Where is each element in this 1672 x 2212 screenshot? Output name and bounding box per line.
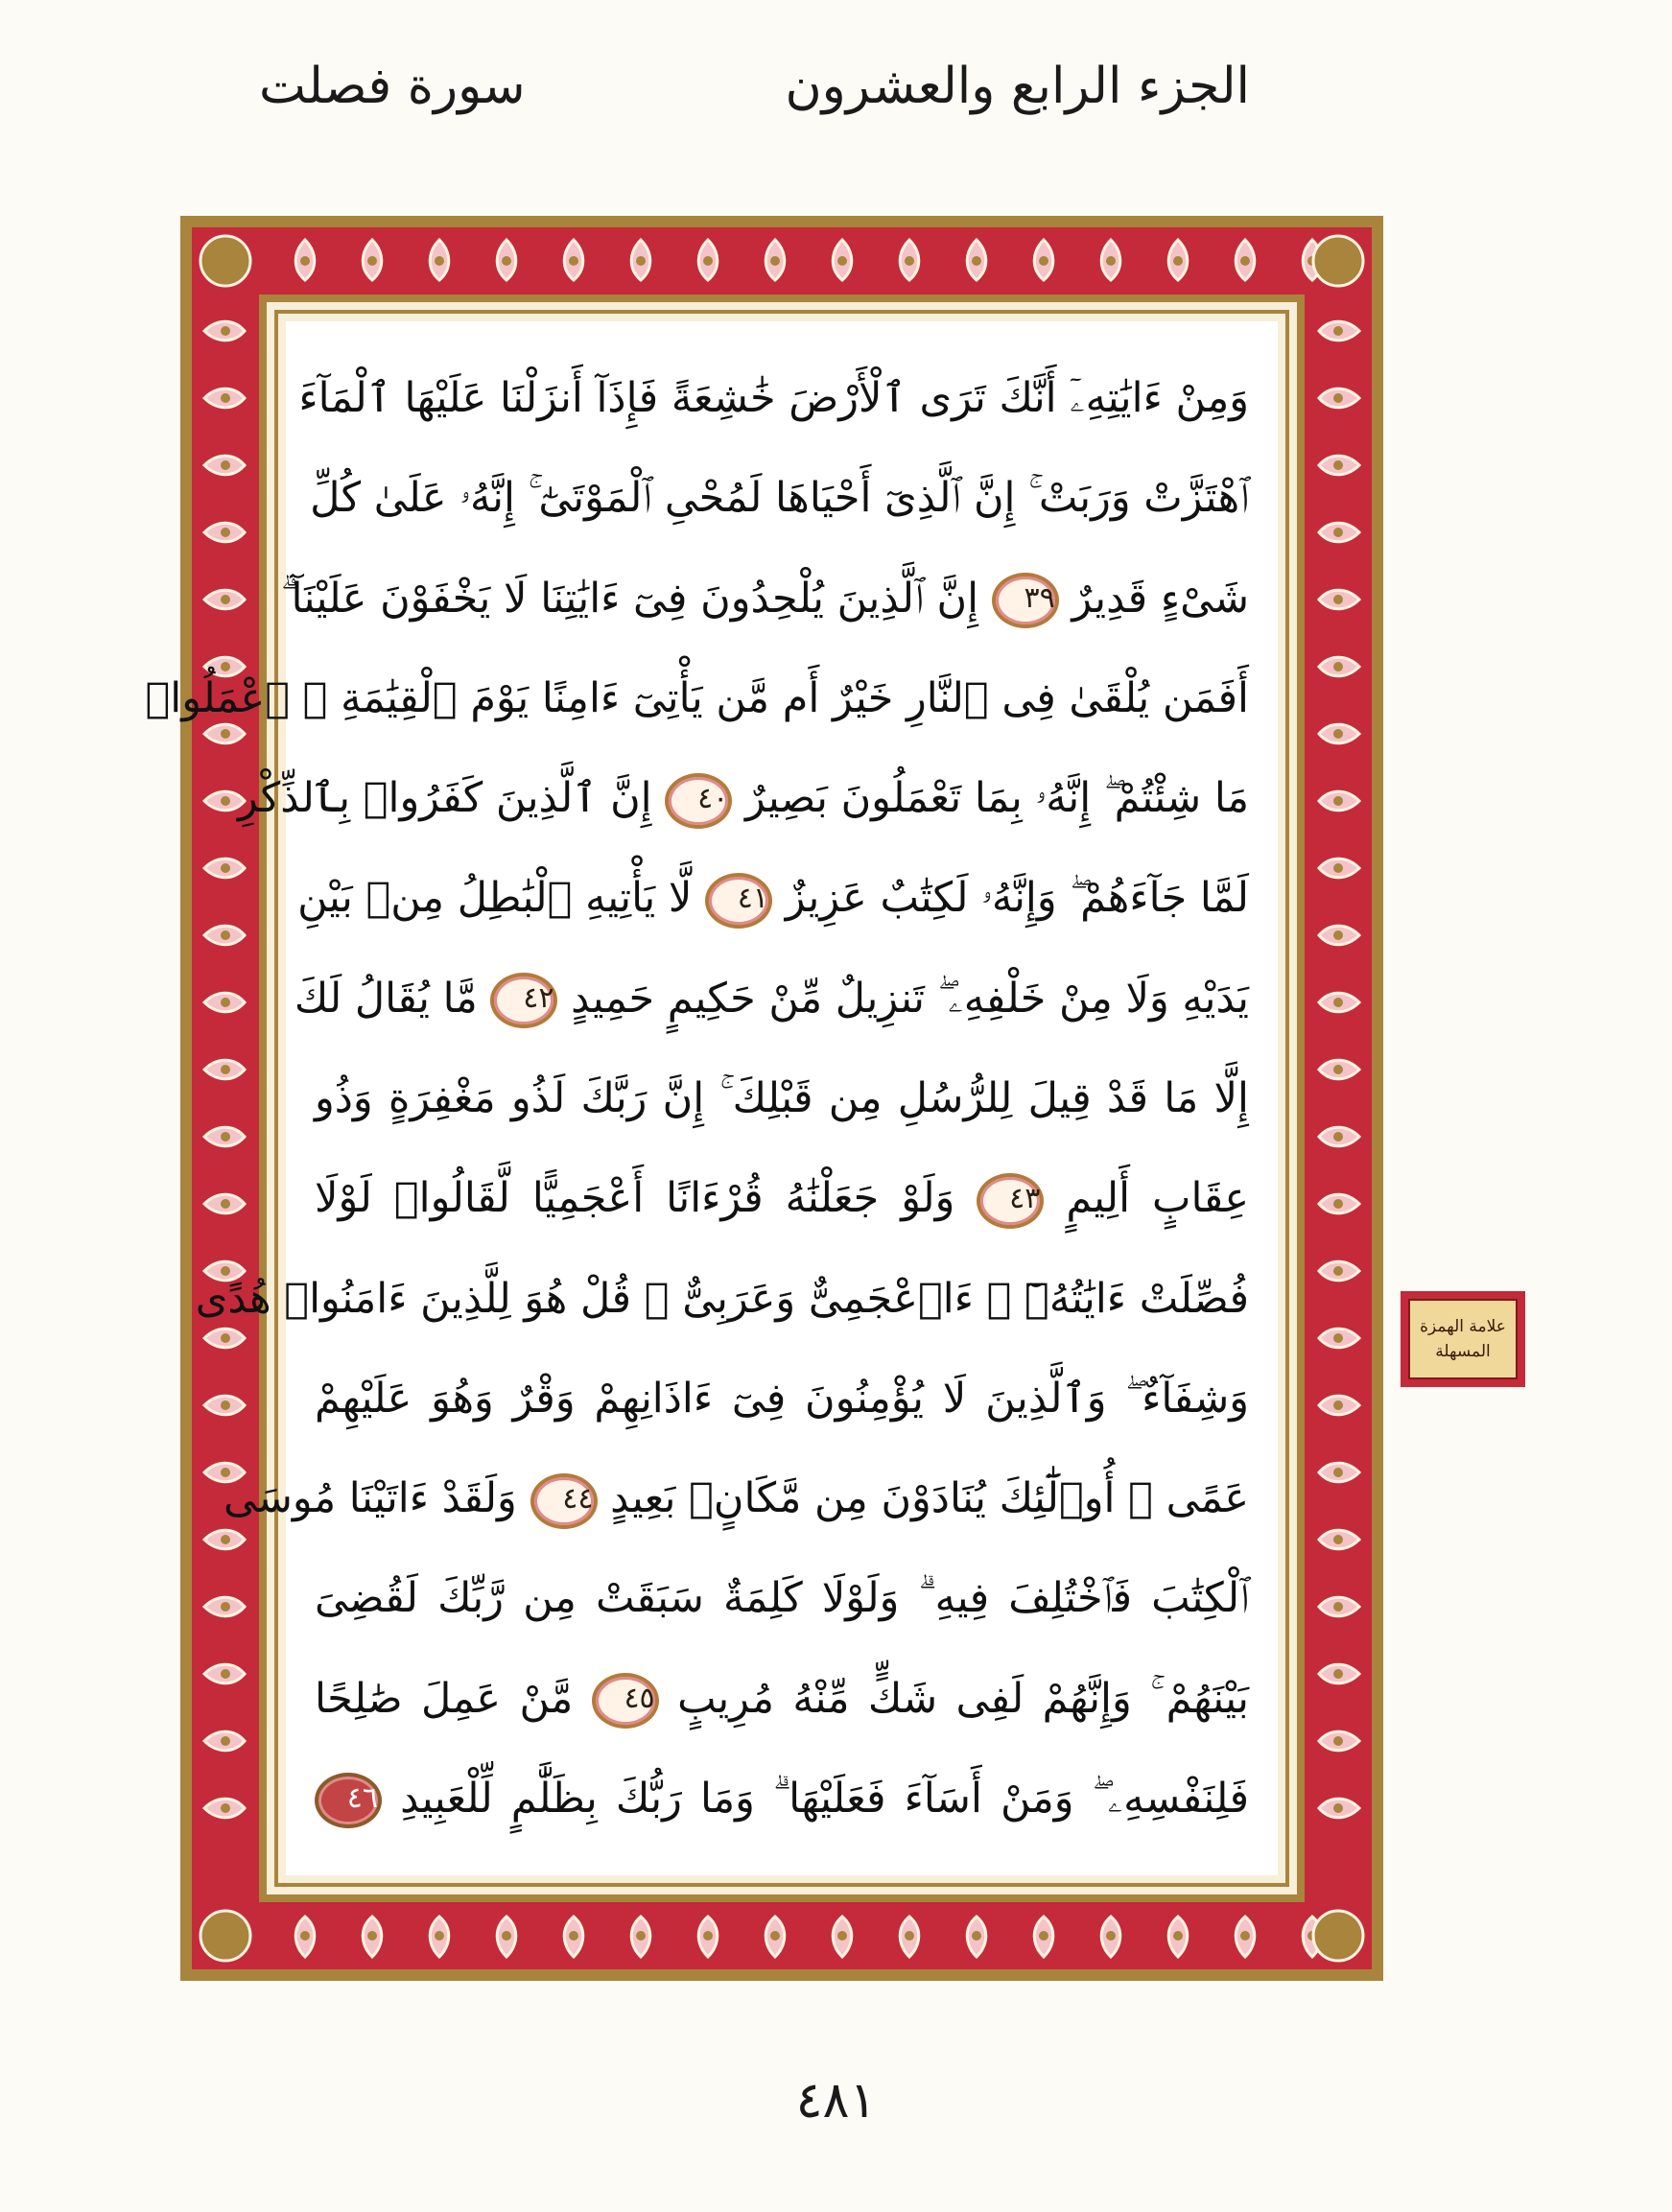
verse-line [315, 1550, 1249, 1646]
verse-text: مَّا يُقَالُ لَكَ [294, 974, 478, 1023]
border-lotus-motif [698, 240, 718, 280]
side-note-label [1408, 1299, 1518, 1379]
side-note-box [1401, 1291, 1525, 1387]
verse-line [315, 1751, 1249, 1847]
border-lotus-motif [765, 1917, 785, 1957]
juz-title: الجزء الرابع والعشرون [785, 58, 1250, 115]
verse-text: إِلَّا مَا قَدْ قِيلَ لِلرُّسُلِ مِن قَبْلِكَ ۚ إِنَّ رَبَّكَ لَذُو مَغْفِرَةٍ وَذُو [315, 1073, 1249, 1122]
verse-line [294, 951, 1249, 1047]
border-lotus-motif [204, 1731, 245, 1751]
verse-line [280, 551, 1249, 647]
border-lotus-motif [900, 1917, 919, 1957]
border-lotus-motif [1168, 1917, 1188, 1957]
border-lotus-motif [204, 1127, 245, 1146]
border-lotus-motif [1034, 240, 1053, 280]
border-lotus-motif [204, 523, 245, 542]
ayah-number-marker: ٤١ [705, 873, 772, 929]
border-lotus-motif [204, 456, 245, 475]
border-lotus-motif [1319, 1060, 1359, 1079]
border-lotus-motif [295, 1917, 315, 1957]
border-lotus-motif [430, 1917, 449, 1957]
page-number: ٤٨١ [795, 2072, 877, 2130]
border-lotus-motif [363, 240, 382, 280]
border-lotus-motif [900, 240, 919, 280]
corner-rosette [1313, 1911, 1363, 1961]
border-lotus-motif [1319, 1194, 1359, 1213]
border-lotus-motif [1319, 791, 1359, 811]
border-lotus-motif [1319, 724, 1359, 743]
border-lotus-motif [204, 1597, 245, 1616]
border-lotus-motif [295, 240, 315, 280]
border-lotus-motif [631, 1917, 650, 1957]
border-lotus-motif [204, 859, 245, 878]
ayah-number-marker: ٤٤ [530, 1473, 598, 1529]
border-lotus-motif [1319, 523, 1359, 542]
border-lotus-motif [1319, 1597, 1359, 1616]
verse-line [315, 1651, 1249, 1747]
border-lotus-motif [1319, 388, 1359, 408]
border-lotus-motif [631, 240, 650, 280]
border-lotus-motif [967, 1917, 986, 1957]
verse-line [238, 750, 1249, 846]
border-lotus-motif [833, 240, 852, 280]
side-note-line-2: المسهلة [1435, 1342, 1491, 1361]
verse-text: يَدَيْهِ وَلَا مِنْ خَلْفِهِۦ ۖ تَنزِيلٌ مِّنْ حَكِيمٍ حَمِيدٍ [571, 974, 1249, 1023]
corner-rosette [200, 236, 250, 286]
ornamental-frame [145, 206, 1393, 1990]
verse-line [223, 1450, 1249, 1546]
surah-title: سورة فصلت [259, 58, 526, 115]
border-lotus-motif [698, 1917, 718, 1957]
border-lotus-motif [1101, 1917, 1120, 1957]
verse-line [297, 850, 1249, 946]
border-lotus-motif [1319, 321, 1359, 341]
corner-rosette [200, 1911, 250, 1961]
border-lotus-motif [1319, 456, 1359, 475]
verse-text: ٱهْتَزَّتْ وَرَبَتْ ۚ إِنَّ ٱلَّذِىٓ أَحْيَاهَا لَمُحْىِ ٱلْمَوْتَىٰٓ ۚ إِنَّهُۥ عَلَىٰ كُلِّ [310, 474, 1249, 523]
verse-text: عِقَابٍ أَلِيمٍ [1066, 1174, 1250, 1223]
border-lotus-motif [1319, 590, 1359, 609]
border-lotus-motif [564, 1917, 583, 1957]
border-lotus-motif [1319, 1731, 1359, 1751]
ayah-number-marker: ٤٠ [665, 773, 732, 829]
border-lotus-motif [1319, 1127, 1359, 1146]
verse-line [315, 1050, 1249, 1146]
verse-text: فَلِنَفْسِهِۦ ۖ وَمَنْ أَسَآءَ فَعَلَيْهَا ۗ وَمَا رَبُّكَ بِظَلَّٰمٍ لِّلْعَبِيدِ [400, 1774, 1249, 1823]
corner-rosette [1313, 236, 1363, 286]
border-lotus-motif [967, 240, 986, 280]
verse-text: وَلَقَدْ ءَاتَيْنَا مُوسَى [223, 1474, 517, 1523]
border-lotus-motif [1319, 1530, 1359, 1549]
border-lotus-motif [204, 388, 245, 408]
border-lotus-motif [204, 1396, 245, 1415]
verse-line [298, 350, 1249, 446]
border-lotus-motif [1319, 1396, 1359, 1415]
border-lotus-motif [204, 321, 245, 341]
border-lotus-motif [1319, 993, 1359, 1012]
verse-text: وَمِنْ ءَايَٰتِهِۦٓ أَنَّكَ تَرَى ٱلْأَرْضَ خَٰشِعَةً فَإِذَآ أَنزَلْنَا عَلَيْهَا ٱلْمَآءَ [298, 374, 1249, 422]
verse-text: مَّنْ عَمِلَ صَٰلِحًا [315, 1674, 574, 1723]
border-lotus-motif [1236, 1917, 1255, 1957]
border-lotus-motif [1236, 240, 1255, 280]
border-lotus-motif [204, 926, 245, 945]
text-panel [145, 321, 1278, 1875]
border-lotus-motif [363, 1917, 382, 1957]
ayah-number-marker: ٣٩ [992, 573, 1059, 628]
verse-line [310, 450, 1249, 546]
border-lotus-motif [1319, 926, 1359, 945]
border-lotus-motif [204, 1799, 245, 1818]
border-lotus-motif [1319, 1664, 1359, 1683]
border-lotus-motif [204, 993, 245, 1012]
border-lotus-motif [204, 1664, 245, 1683]
verse-text: بَيْنَهُمْ ۚ وَإِنَّهُمْ لَفِى شَكٍّ مِّنْهُ مُرِيبٍ [677, 1674, 1250, 1723]
border-lotus-motif [1319, 859, 1359, 878]
ayah-number-marker: ٤٥ [592, 1673, 659, 1729]
border-lotus-motif [1034, 1917, 1053, 1957]
border-lotus-motif [1319, 1799, 1359, 1818]
border-lotus-motif [430, 240, 449, 280]
page-header [0, 58, 1672, 144]
verse-text: لَّا يَأْتِيهِ ٱلْبَٰطِلُ مِنۢ بَيْنِ [297, 874, 693, 923]
verse-text: فُصِّلَتْ ءَايَٰتُهُۥٓ ۖ ءَا۬عْجَمِىٌّ وَعَرَبِىٌّ ۗ قُلْ هُوَ لِلَّذِينَ ءَامَنُوا۟ هُدًى [195, 1274, 1249, 1323]
verse-text: إِنَّ ٱلَّذِينَ كَفَرُوا۟ بِٱلذِّكْرِ [238, 774, 652, 823]
border-lotus-motif [765, 240, 785, 280]
ayah-number-marker: ٤٣ [977, 1173, 1044, 1229]
verse-line [195, 1251, 1249, 1347]
verse-text: شَىْءٍ قَدِيرٌ [1071, 574, 1249, 623]
border-lotus-motif [1319, 657, 1359, 676]
border-lotus-motif [1319, 1261, 1359, 1281]
border-lotus-motif [833, 1917, 852, 1957]
border-lotus-motif [497, 240, 516, 280]
verse-text: وَشِفَآءٌ ۖ وَٱلَّذِينَ لَا يُؤْمِنُونَ فِىٓ ءَاذَانِهِمْ وَقْرٌ وَهُوَ عَلَيْهِمْ [315, 1374, 1249, 1423]
verse-line [315, 1150, 1249, 1246]
ayah-number-marker: ٤٢ [490, 973, 557, 1028]
border-lotus-motif [204, 1194, 245, 1213]
verse-text: وَلَوْ جَعَلْنَٰهُ قُرْءَانًا أَعْجَمِيًّا لَّقَالُوا۟ لَوْلَا [315, 1174, 955, 1223]
border-lotus-motif [1319, 1463, 1359, 1482]
verse-text: لَمَّا جَآءَهُمْ ۖ وَإِنَّهُۥ لَكِتَٰبٌ عَزِيزٌ [785, 874, 1249, 923]
verse-text: أَفَمَن يُلْقَىٰ فِى ٱلنَّارِ خَيْرٌ أَم مَّن يَأْتِىٓ ءَامِنًا يَوْمَ ٱلْقِيَٰمَةِ ۚ ٱعْمَلُوا۟ [145, 673, 1249, 722]
verse-text: ٱلْكِتَٰبَ فَٱخْتُلِفَ فِيهِ ۗ وَلَوْلَا كَلِمَةٌ سَبَقَتْ مِن رَّبِّكَ لَقُضِىَ [315, 1574, 1249, 1623]
verse-text: عَمًى ۚ أُو۟لَٰٓئِكَ يُنَادَوْنَ مِن مَّكَانٍۭ بَعِيدٍ [610, 1474, 1249, 1523]
verse-line [145, 650, 1249, 746]
ayah-number-marker: ٤٦ [315, 1773, 382, 1828]
border-lotus-motif [204, 1060, 245, 1079]
border-lotus-motif [1319, 1329, 1359, 1348]
verse-text: إِنَّ ٱلَّذِينَ يُلْحِدُونَ فِىٓ ءَايَٰتِنَا لَا يَخْفَوْنَ عَلَيْنَآ ۗ [280, 574, 979, 623]
border-lotus-motif [497, 1917, 516, 1957]
verse-line [315, 1351, 1249, 1447]
verse-text: مَا شِئْتُمْ ۖ إِنَّهُۥ بِمَا تَعْمَلُونَ بَصِيرٌ [744, 774, 1249, 823]
border-lotus-motif [204, 590, 245, 609]
border-lotus-motif [564, 240, 583, 280]
border-lotus-motif [1168, 240, 1188, 280]
border-lotus-motif [1101, 240, 1120, 280]
side-note-line-1: علامة الهمزة [1420, 1317, 1506, 1336]
verse-lines [145, 350, 1250, 1847]
